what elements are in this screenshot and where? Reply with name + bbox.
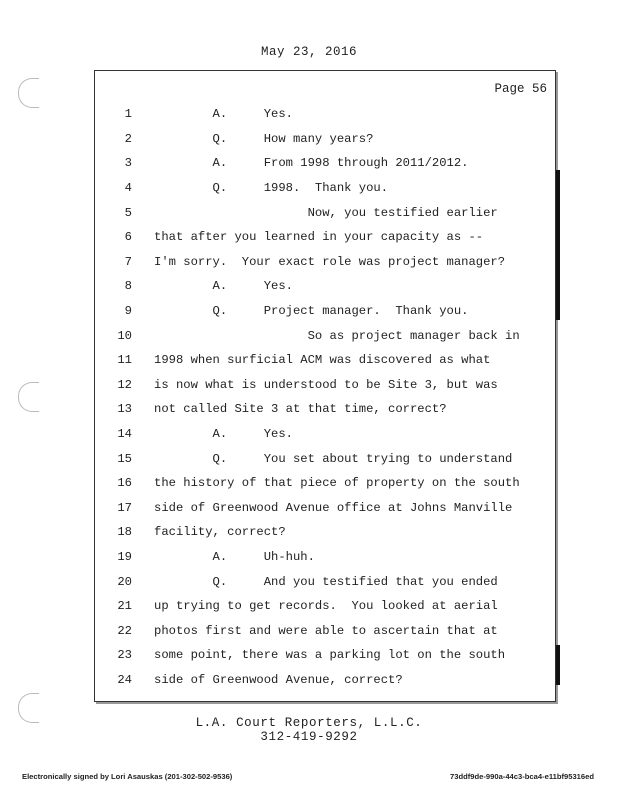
line-number: 14 [117, 427, 132, 442]
transcript-line [100, 668, 550, 693]
line-text: facility, correct? [154, 525, 286, 540]
court-reporter-phone: 312-419-9292 [260, 730, 358, 744]
line-text: the history of that piece of property on the south [154, 476, 520, 491]
punch-hole-top [18, 78, 39, 108]
line-text: A. Uh-huh. [154, 549, 315, 564]
transcript-line [100, 151, 550, 176]
line-text: Q. And you testified that you ended [154, 574, 498, 589]
line-number: 12 [117, 377, 132, 392]
line-number: 22 [117, 623, 132, 638]
line-number: 11 [117, 353, 132, 368]
line-text: not called Site 3 at that time, correct? [154, 402, 447, 417]
line-text: A. Yes. [154, 107, 293, 122]
line-text: side of Greenwood Avenue office at Johns Manville [154, 500, 513, 515]
transcript-line [100, 446, 550, 471]
line-number: 19 [117, 549, 132, 564]
line-number: 1 [124, 107, 132, 122]
transcript-line [100, 274, 550, 299]
line-text: side of Greenwood Avenue, correct? [154, 672, 403, 687]
line-text: some point, there was a parking lot on the south [154, 648, 506, 663]
line-text: So as project manager back in [154, 328, 520, 343]
transcript-line [100, 471, 550, 496]
margin-bar-lower [556, 645, 560, 685]
line-number: 18 [117, 525, 132, 540]
line-number: 16 [117, 476, 132, 491]
line-number: 20 [117, 574, 132, 589]
line-text: A. Yes. [154, 427, 293, 442]
line-text: I'm sorry. Your exact role was project manager? [154, 254, 506, 269]
transcript-line [100, 348, 550, 373]
document-hash: 73ddf9de-990a-44c3-bca4-e11bf95316ed [450, 772, 594, 781]
line-number: 13 [117, 402, 132, 417]
line-number: 17 [117, 500, 132, 515]
line-number: 23 [117, 648, 132, 663]
line-text: A. Yes. [154, 279, 293, 294]
line-text: Q. How many years? [154, 131, 374, 146]
transcript-line [100, 299, 550, 324]
line-text: that after you learned in your capacity as -- [154, 230, 484, 245]
line-number: 2 [124, 131, 132, 146]
line-text: Q. Project manager. Thank you. [154, 304, 469, 319]
line-text: Q. 1998. Thank you. [154, 181, 389, 196]
transcript-line [100, 545, 550, 570]
transcript-line [100, 397, 550, 422]
line-text: Q. You set about trying to understand [154, 451, 513, 466]
transcript-line [100, 496, 550, 521]
line-number: 10 [117, 328, 132, 343]
transcript-line [100, 200, 550, 225]
page-number: Page 56 [494, 82, 547, 96]
transcript-line [100, 569, 550, 594]
line-number: 5 [124, 205, 132, 220]
electronic-signature-note: Electronically signed by Lori Asauskas (201-302-502-9536) [22, 772, 233, 781]
line-number: 7 [124, 254, 132, 269]
transcript-line [100, 127, 550, 152]
transcript-line [100, 422, 550, 447]
line-number: 21 [117, 599, 132, 614]
court-reporter-name: L.A. Court Reporters, L.L.C. [195, 716, 423, 730]
transcript-line [100, 520, 550, 545]
line-text: 1998 when surficial ACM was discovered as what [154, 353, 491, 368]
transcript-line [100, 594, 550, 619]
punch-hole-middle [18, 382, 39, 412]
line-number: 15 [117, 451, 132, 466]
line-number: 24 [117, 672, 132, 687]
line-number: 8 [124, 279, 132, 294]
line-text: Now, you testified earlier [154, 205, 498, 220]
line-text: is now what is understood to be Site 3, but was [154, 377, 498, 392]
transcript-line [100, 373, 550, 398]
line-number: 3 [124, 156, 132, 171]
transcript-line [100, 225, 550, 250]
line-number: 9 [124, 304, 132, 319]
line-text: A. From 1998 through 2011/2012. [154, 156, 469, 171]
transcript-line [100, 643, 550, 668]
transcript-line [100, 250, 550, 275]
transcript-date: May 23, 2016 [260, 45, 357, 59]
line-number: 4 [124, 181, 132, 196]
line-number: 6 [124, 230, 132, 245]
transcript-line [100, 102, 550, 127]
line-text: photos first and were able to ascertain that at [154, 623, 498, 638]
transcript-line [100, 618, 550, 643]
transcript-lines [100, 102, 550, 692]
margin-bar-upper [556, 170, 560, 320]
line-text: up trying to get records. You looked at aerial [154, 599, 498, 614]
transcript-line [100, 176, 550, 201]
transcript-line [100, 323, 550, 348]
